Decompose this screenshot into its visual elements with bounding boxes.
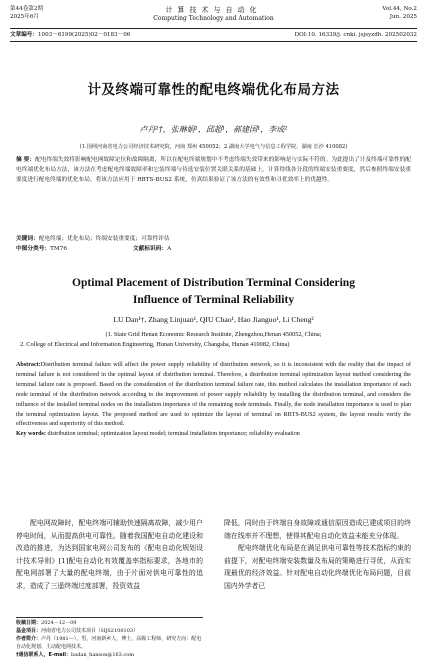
keywords-cn-text: 配电终端；优化布局；终端安装重要度；可靠性评估: [38, 236, 170, 242]
email-label: †通信联系人，E-mail：: [16, 651, 72, 658]
article-number-value: 1003－6199(2025)02－0183－06: [37, 32, 131, 38]
volume-cn: 第44卷第2期: [10, 6, 44, 12]
body-column-left: [16, 517, 203, 593]
header-center: [10, 6, 417, 23]
journal-name-cn: 计算技术与自动化: [165, 6, 262, 14]
clc-value: TM76: [50, 246, 67, 252]
date-en: Jun. 2025: [389, 13, 417, 20]
journal-name-en: Computing Technology and Automation: [153, 15, 274, 22]
body-paragraph: 配电终端优化布局是在满足供电可靠性等技术指标约束的前提下，对配电终端安装数量及布局的策略进行寻优，从而实现最优的经济效益。针对配电自动化终端优化布局问题，目前国内外学者已: [224, 544, 411, 590]
ids-rule: [10, 41, 417, 42]
doi: DOI:10. 16339/j. cnki. jsjsyzdh. 202502032: [294, 32, 417, 38]
running-header: [10, 6, 417, 28]
abstract-en-label: Abstract:: [16, 362, 41, 368]
abstract-cn: [16, 156, 411, 186]
classification-cn: [16, 245, 411, 254]
footnote-author: [16, 636, 203, 652]
footnote-email: [16, 652, 203, 660]
doc-code-value: A: [167, 246, 172, 252]
author-bio-label: 作者简介：: [16, 635, 42, 642]
clc-label: 中图分类号：: [16, 246, 51, 252]
abstract-cn-text: 配电终端失效将影响配电网故障定位和故障隔离，所以在配电终端规划中不考虑终端失效带来的影响是与实际不符的。为此提出了计及终端可靠性的配电终端优化布局方法，该方法在考虑配电终端故障率和它装终端与待选安装位置关联关系的基础上，计算得线各分段的终端安装重要度，然后参照终端安装重要度进行配电终端的优化布局。将该方法应用于 RBTS-BUS2 系统，仿真结果验证了该方法的有效性和寻优效率上的优越性。: [16, 157, 411, 183]
footnote-received: [16, 620, 203, 628]
keywords-en-label: Key words:: [16, 431, 46, 438]
authors-en: LU Dan¹†, Zhang Linjuan¹, QIU Chao¹, Hao Jianguo¹, Li Cheng²: [113, 315, 314, 324]
body-column-right: [224, 517, 411, 593]
header-rule: [10, 28, 417, 29]
volume-en: Vol.44, No.2: [382, 6, 417, 12]
date-cn: 2025年6月: [10, 13, 39, 20]
affiliation-cn: (1.国网河南省电力公司经济技术研究院，河南 郑州 450052；2.湖南大学电气与信息工程学院，湖南 长沙 410082): [79, 144, 348, 150]
fund-label: 基金项目：: [16, 627, 42, 634]
keywords-cn-label: 关键词：: [16, 236, 39, 242]
received-label: 收稿日期：: [16, 620, 42, 626]
title-en-line1: Optimal Placement of Distribution Terminal Considering: [71, 276, 356, 289]
author-bio-value: 卢丹（1981—），男，河南新乡人，博士，高级工程师，研究方向：配电自动化规划、主动配电网技术。: [16, 635, 202, 650]
abstract-en: [16, 361, 411, 440]
received-value: 2024－12－09: [41, 620, 77, 626]
doc-code: [133, 245, 171, 254]
affiliation-en-1: (1. State Grid Henan Economic Research Institute, Zhengzhou,Henan 450052, China;: [105, 331, 322, 338]
authors-cn: 卢丹¹†，张琳娟¹，邱超¹，郝建国¹，李成²: [139, 125, 288, 134]
footnotes: [16, 620, 203, 660]
keywords-cn: [16, 235, 411, 244]
article-number-label: 文章编号：: [10, 32, 38, 38]
abstract-en-text: Distribution terminal failure will affect the power supply reliability of distribution network, so it is inconsistent with the reality that the impact of terminal failure is not considered in the optimal layout of distribution terminal. Therefore, a distribution terminal optimization layout method considering the terminal failure rate is proposed. Based on the consideration of the distribution terminal failure rate, this method calculates the installation importance of each node terminal of the distribution network according to the improvement of power supply reliability by installing the distribution terminal, and considers the influence of the installed terminal nodes on the installation importance of the remaining node terminals. Finally, the node installation importance is used to plan the terminal optimization layout. The proposed method are used to optimize the layout of terminal on RBTS-BUS2 system, the layout results verify the effectiveness and superiority of this method.: [16, 362, 411, 428]
body-paragraph: 降低，同时由于终端自身故障或通信原因造成已建成项目的终端在线率并不理想，使得其配电自动化效益未能充分体现。: [224, 519, 411, 540]
title-en-line2: Influence of Terminal Reliability: [132, 293, 295, 306]
affiliation-en-2: 2. College of Electrical and Information Engineering, Hunan University, Changsha, Hunan 410082, China): [20, 340, 290, 348]
email-value: badan_hanson@163.com: [71, 651, 135, 658]
footnote-rule: [16, 617, 203, 618]
abstract-cn-label: 摘 要：: [16, 157, 36, 163]
title-cn: 计及终端可靠性的配电终端优化布局方法: [87, 82, 340, 98]
fund-value: 河南省电力公司技术项目（HJS2100103）: [41, 627, 139, 634]
keywords-en-text: distribution terminal; optimization layout model; terminal installation importance; reliability evaluation: [47, 431, 300, 438]
doc-code-label: 文献标识码：: [133, 246, 168, 252]
affiliation-en: [20, 330, 407, 349]
article-ids: [10, 30, 417, 40]
body-paragraph: 配电网故障时，配电终端可辅助快速隔离故障，减少用户停电时间，从而提高供电可靠性。随着我国配电自动化建设和改造的推进，为达到国家电网公司发布的《配电自动化规划设计技术导则》[1]配电自动化有效覆盖率指标要求，各地市的配电网部署了大量的配电终端，由于片面对供电可靠性的追求，造成了三遥终端过度部署，投资效益: [16, 519, 203, 590]
header-right: [382, 6, 417, 21]
title-en: [0, 274, 427, 308]
footnote-fund: [16, 628, 203, 636]
article-number: [10, 30, 130, 40]
